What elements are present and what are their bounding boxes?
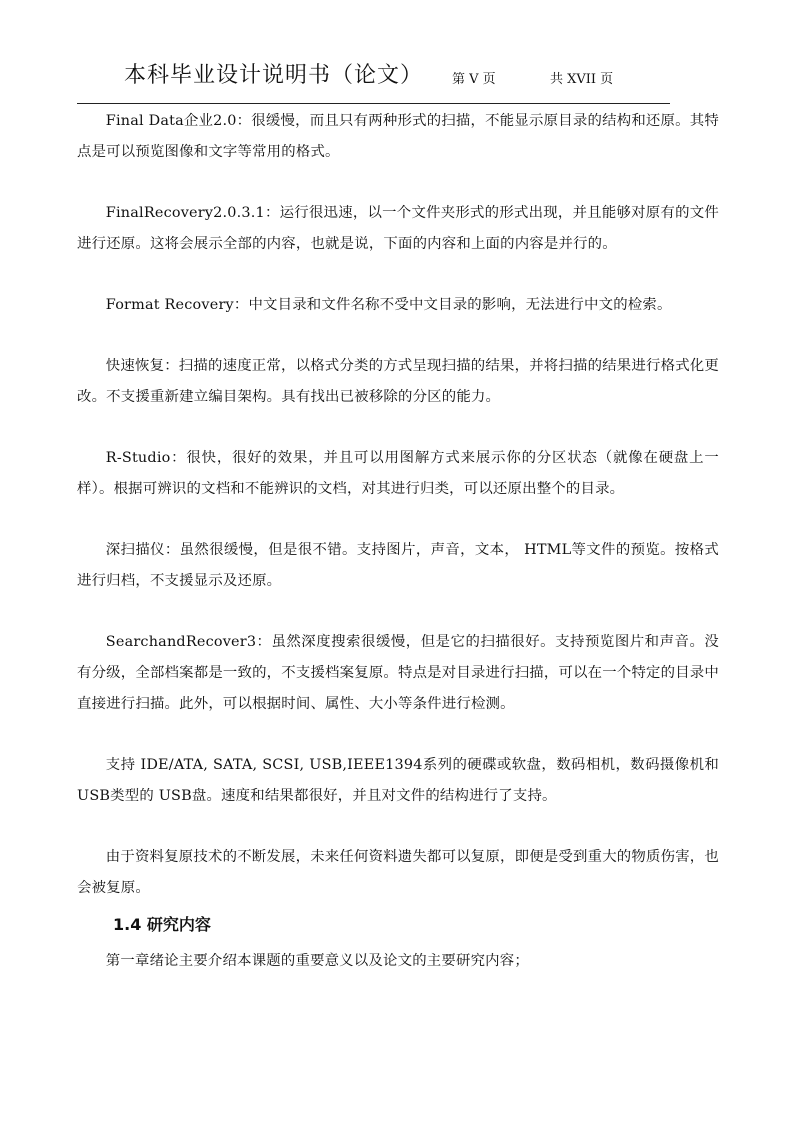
paragraph-device-support: 支持 IDE/ATA, SATA, SCSI, USB,IEEE1394系列的硬碟或软盘，数码相机，数码摄像机和 USB类型的 USB盘。速度和结果都很好，并且对文件的结构进行了支持。 — [77, 757, 719, 804]
paragraph-conclusion: 由于资料复原技术的不断发展，未来任何资料遗失都可以复原，即便是受到重大的物质伤害，也会被复原。 — [77, 849, 719, 896]
page-header — [0, 58, 793, 98]
document-body — [77, 106, 719, 977]
section-heading: 1.4 研究内容 — [113, 915, 211, 934]
document-title: 本科毕业设计说明书（论文） — [124, 63, 424, 88]
paragraph-deep-scanner: 深扫描仪：虽然很缓慢，但是很不错。支持图片，声音，文本， HTML等文件的预览。按格式进行归档，不支援显示及还原。 — [77, 542, 719, 589]
paragraph-quick-recovery: 快速恢复：扫描的速度正常，以格式分类的方式呈现扫描的结果，并将扫描的结果进行格式化更改。不支援重新建立编目架构。具有找出已被移除的分区的能力。 — [77, 358, 719, 405]
page-number: 第 V 页 — [452, 72, 496, 87]
paragraph-format-recovery: Format Recovery：中文目录和文件名称不受中文目录的影响，无法进行中文的检索。 — [105, 297, 672, 313]
paragraph-r-studio: R-Studio：很快，很好的效果，并且可以用图解方式来展示你的分区状态（就像在硬盘上一样）。根据可辨识的文档和不能辨识的文档，对其进行归类，可以还原出整个的目录。 — [77, 450, 719, 497]
paragraph-section-intro: 第一章绪论主要介绍本课题的重要意义以及论文的主要研究内容； — [105, 953, 529, 969]
header-rule — [77, 103, 670, 104]
total-pages: 共 XVII 页 — [550, 72, 614, 87]
paragraph-final-data: Final Data企业2.0：很缓慢，而且只有两种形式的扫描，不能显示原目录的结构和还原。其特点是可以预览图像和文字等常用的格式。 — [77, 113, 719, 160]
paragraph-search-and-recover: SearchandRecover3：虽然深度搜索很缓慢，但是它的扫描很好。支持预览图片和声音。没有分级，全部档案都是一致的，不支援档案复原。特点是对目录进行扫描，可以在一个特定的目录中直接进行扫描。此外，可以根据时间、属性、大小等条件进行检测。 — [77, 634, 719, 712]
paragraph-final-recovery: FinalRecovery2.0.3.1：运行很迅速，以一个文件夹形式的形式出现，并且能够对原有的文件进行还原。这将会展示全部的内容，也就是说，下面的内容和上面的内容是并行的。 — [77, 205, 719, 252]
